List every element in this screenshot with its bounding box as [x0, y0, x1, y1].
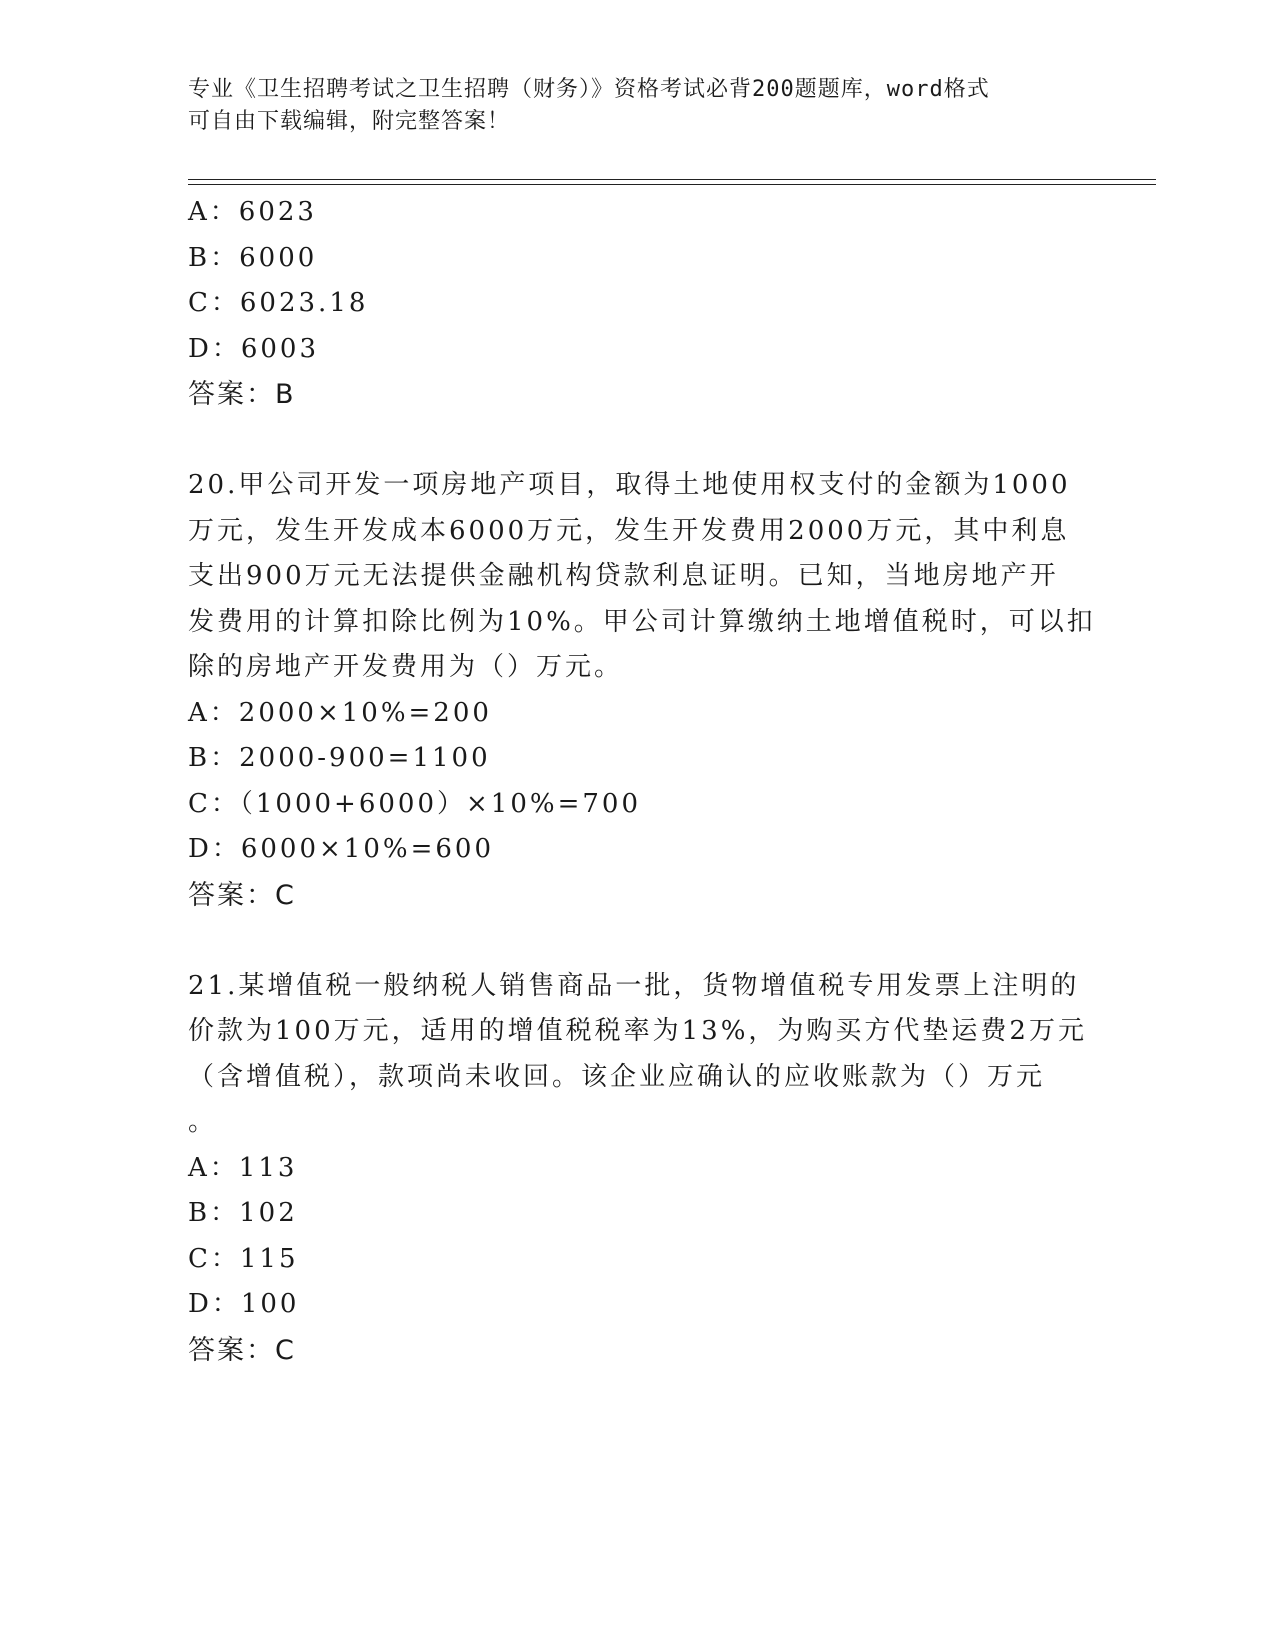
option-c: C：6023.18	[188, 288, 369, 318]
question-text-line: 万元，发生开发成本6000万元，发生开发费用2000万元，其中利息	[188, 515, 1070, 546]
option-c: C：115	[188, 1243, 299, 1274]
question-text-line: 价款为100万元，适用的增值税税率为13%，为购买方代垫运费2万元	[188, 1016, 1087, 1046]
question-text-line: 21.某增值税一般纳税人销售商品一批，货物增值税专用发票上注明的	[188, 970, 1080, 1001]
answer-line: 答案：C	[188, 1334, 296, 1366]
question-20-block	[188, 463, 1096, 919]
option-a: A：2000×10%=200	[188, 697, 492, 728]
option-b: B：2000-900=1100	[188, 743, 491, 773]
option-b: B：6000	[188, 242, 318, 273]
option-c: C：（1000+6000）×10%=700	[188, 788, 642, 819]
spacer	[188, 418, 1088, 463]
header-divider-bottom	[188, 184, 1156, 185]
option-d: D：6000×10%=600	[188, 834, 494, 864]
option-a: A：6023	[188, 197, 317, 227]
document-body	[188, 190, 1096, 1374]
option-d: D：6003	[188, 333, 320, 364]
question-text-line: 。	[188, 1107, 218, 1137]
question-text-line: 20.甲公司开发一项房地产项目，取得土地使用权支付的金额为1000	[188, 470, 1071, 500]
header-divider-top	[188, 179, 1156, 180]
question-21-block	[188, 964, 1088, 1374]
question-text-line: 发费用的计算扣除比例为10%。甲公司计算缴纳土地增值税时，可以扣	[188, 606, 1096, 637]
question-19-block	[188, 190, 1088, 418]
answer-line: 答案：B	[188, 379, 296, 410]
option-b: B：102	[188, 1198, 298, 1228]
question-text-line: 支出900万元无法提供金融机构贷款利息证明。已知，当地房地产开	[188, 561, 1059, 591]
option-a: A：113	[188, 1152, 298, 1183]
header-title-line-1: 专业《卫生招聘考试之卫生招聘（财务）》资格考试必背200题题库，word格式	[188, 77, 990, 102]
answer-line: 答案：C	[188, 879, 296, 911]
question-text-line: 除的房地产开发费用为（）万元。	[188, 652, 624, 682]
document-header	[188, 74, 1088, 138]
spacer	[188, 919, 1088, 964]
question-text-line: （含增值税），款项尚未收回。该企业应确认的应收账款为（）万元	[188, 1061, 1046, 1092]
header-title-line-2: 可自由下载编辑，附完整答案！	[188, 109, 511, 134]
option-d: D：100	[188, 1289, 300, 1319]
